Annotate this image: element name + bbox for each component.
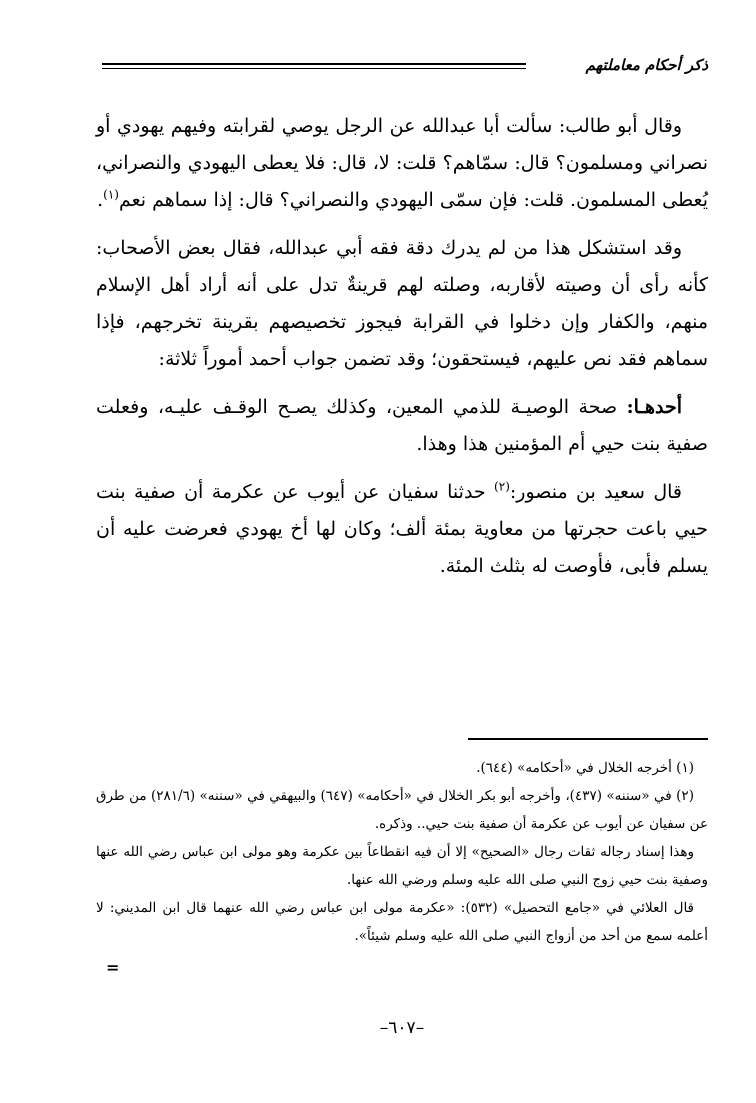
paragraph-4-text: حدثنا سفيان عن أيوب عن عكرمة أن صفية بنت حيي باعت حجرتها من معاوية بمئة ألف؛ وكان لها أخ يهودي فعرضت عليه أن يسلم فأبى، فأوصت له بثلث المئة. bbox=[96, 481, 708, 577]
running-header bbox=[96, 56, 708, 82]
footnote-1: (١) أخرجه الخلال في «أحكامه» (٦٤٤). bbox=[476, 760, 694, 776]
footnote-4: قال العلائي في «جامع التحصيل» (٥٣٢): «عكرمة مولى ابن عباس رضي الله عنهما قال ابن المديني: لا أعلمه سمع من أحد من أزواج النبي صلى الله عليه وسلم شيئاً». bbox=[96, 900, 708, 944]
paragraph-1-end: . bbox=[97, 189, 104, 211]
header-rule bbox=[102, 63, 526, 69]
running-header-title: ذكر أحكام معاملتهم bbox=[585, 56, 708, 74]
document-page bbox=[96, 0, 708, 1103]
paragraph-1 bbox=[96, 108, 708, 219]
main-text bbox=[96, 108, 708, 585]
paragraph-2: وقد استشكل هذا من لم يدرك دقة فقه أبي عبدالله، فقال بعض الأصحاب: كأنه رأى أن وصيته لأقاربه، وصلته لهم قرينةٌ تدل على أنه أراد أهل الإسلام منهم، والكفار وإن دخلوا في القرابة فيجوز تخصيصهم بقرينة تخرجهم، فإذا سماهم فقد نص عليهم، فيستحقون؛ وقد تضمن جواب أحمد أموراً ثلاثة: bbox=[96, 237, 708, 370]
paragraph-3 bbox=[96, 389, 708, 463]
footnote-3: وهذا إسناد رجاله ثقات رجال «الصحيح» إلا أن فيه انقطاعاً بين عكرمة وهو مولى ابن عباس رضي الله عنها وصفية بنت حيي زوج النبي صلى الله عليه وسلم ورضي الله عنها. bbox=[96, 844, 708, 888]
footnote-ref-1[interactable]: (١) bbox=[103, 187, 119, 202]
footnote-ref-2[interactable]: (٢) bbox=[494, 479, 510, 494]
footnote-2: (٢) في «سننه» (٤٣٧)، وأخرجه أبو بكر الخلال في «أحكامه» (٦٤٧) والبيهقي في «سننه» (٢٨١/٦) من طرق عن سفيان عن أيوب عن عكرمة أن صفية بنت حيي.. وذكره. bbox=[96, 788, 708, 832]
footnotes bbox=[96, 754, 708, 950]
paragraph-1-text: وقال أبو طالب: سألت أبا عبدالله عن الرجل يوصي لقرابته وفيهم يهودي أو نصراني ومسلمون؟ قال: سمّاهم؟ قلت: لا، قال: فلا يعطى اليهودي والنصراني، يُعطى المسلمون. قلت: فإن سمّى اليهودي والنصراني؟ قال: إذا سماهم نعم bbox=[96, 115, 708, 211]
paragraph-4-start: قال سعيد بن منصور: bbox=[509, 481, 683, 503]
page-number: –٦٠٧– bbox=[379, 1018, 425, 1038]
continuation-mark: = bbox=[106, 958, 120, 977]
footnote-separator bbox=[468, 738, 708, 740]
paragraph-3-text: صحة الوصيـة للذمي المعين، وكذلك يصـح الوقـف عليـه، وفعلت صفية بنت حيي أم المؤمنين هذا وهذا. bbox=[96, 396, 708, 455]
paragraph-3-lead: أحدهـا: bbox=[626, 396, 682, 418]
paragraph-4 bbox=[96, 474, 708, 585]
